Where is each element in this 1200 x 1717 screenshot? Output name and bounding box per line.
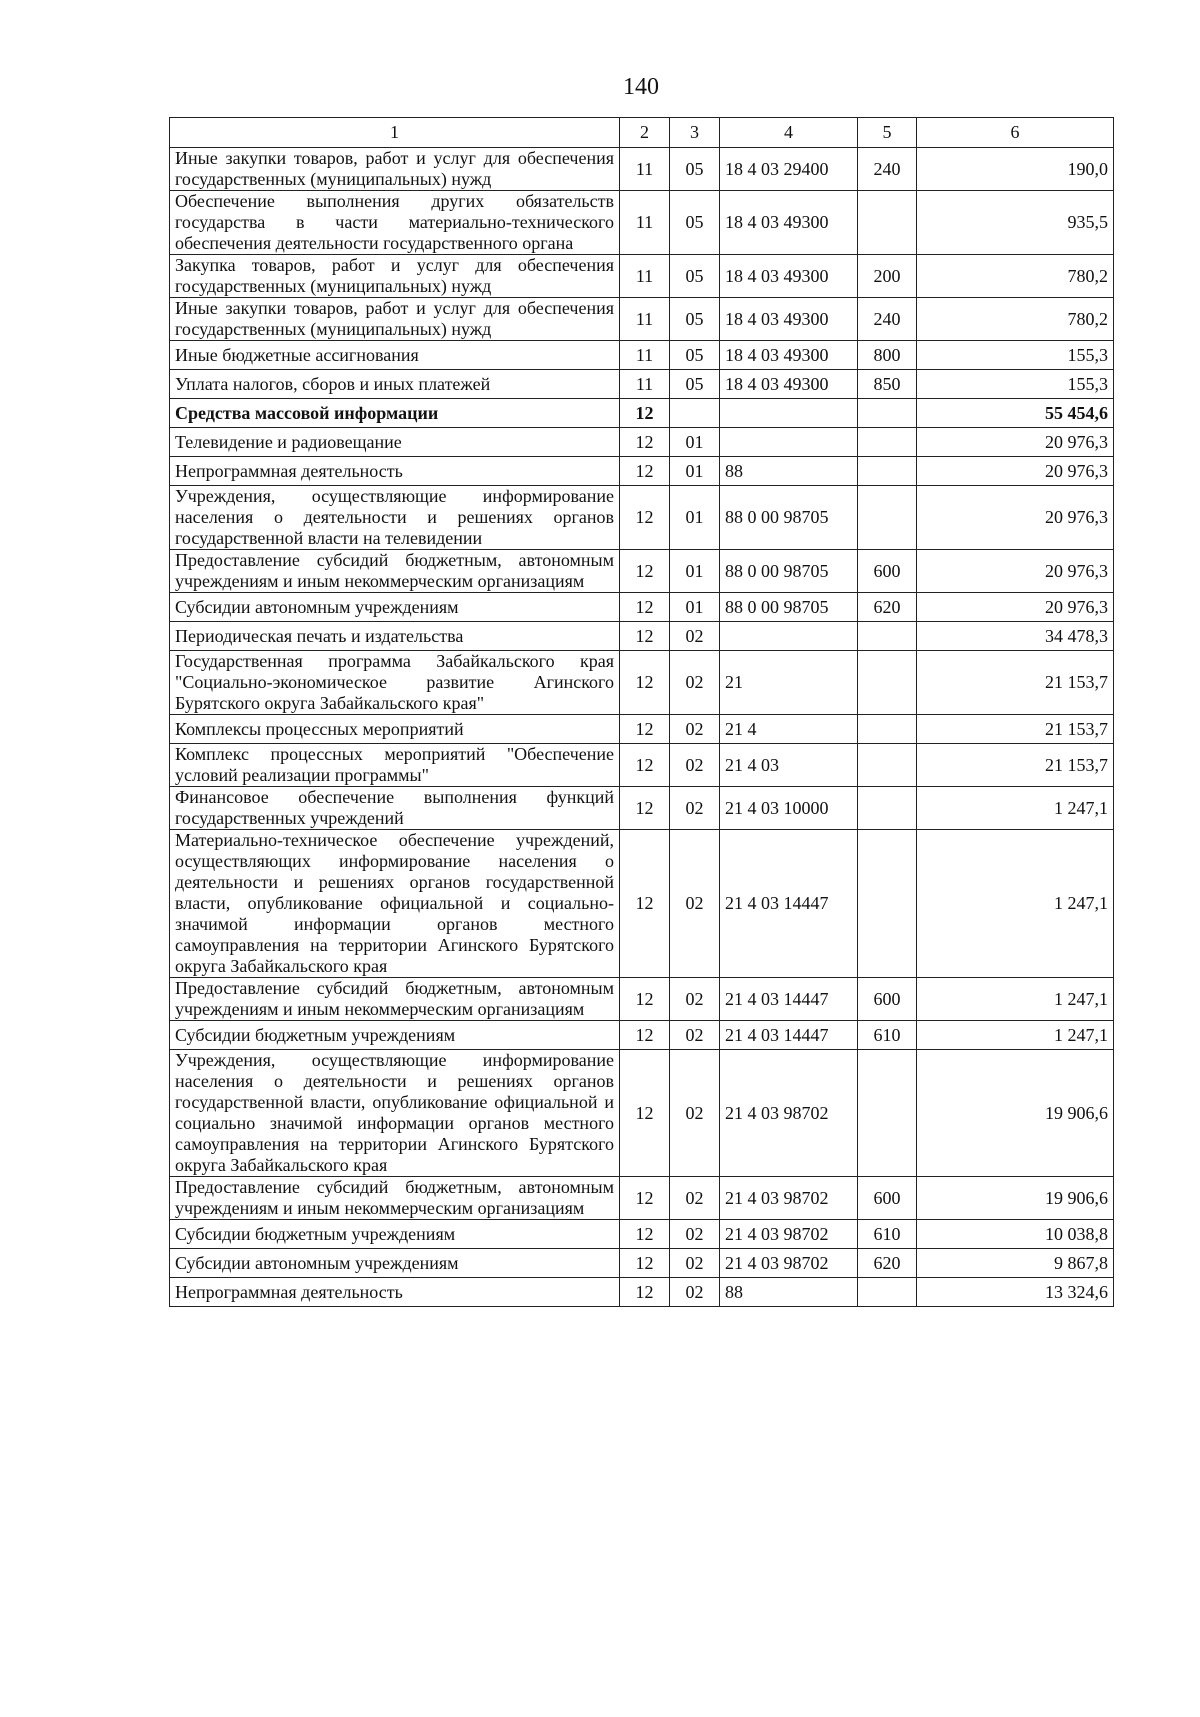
row-amount-cell: 10 038,8 <box>917 1220 1114 1249</box>
row-section-cell: 12 <box>620 622 670 651</box>
table-row <box>170 622 1114 651</box>
table-row <box>170 787 1114 830</box>
row-name-cell: Материально-техническое обеспечение учреждений, осуществляющих информирование населения о деятельности и решениях органов государственной власти, опубликование официальной и социально-значимой информации органов местного самоуправления на территории Агинского Бурятского округа Забайкальского края <box>170 830 620 978</box>
row-name-cell: Государственная программа Забайкальского края "Социально-экономическое развитие Агинского Бурятского округа Забайкальского края" <box>170 651 620 715</box>
row-amount-cell: 20 976,3 <box>917 457 1114 486</box>
row-section-cell: 12 <box>620 1021 670 1050</box>
row-name-cell: Иные закупки товаров, работ и услуг для обеспечения государственных (муниципальных) нужд <box>170 298 620 341</box>
table-row <box>170 1278 1114 1307</box>
table-row <box>170 593 1114 622</box>
row-expense-type-cell <box>858 191 917 255</box>
row-subsection-cell: 05 <box>670 191 720 255</box>
row-section-cell: 12 <box>620 787 670 830</box>
table-row <box>170 399 1114 428</box>
row-target-code-cell: 18 4 03 49300 <box>720 370 858 399</box>
table-row <box>170 978 1114 1021</box>
row-section-cell: 11 <box>620 148 670 191</box>
row-expense-type-cell <box>858 715 917 744</box>
row-amount-cell: 20 976,3 <box>917 593 1114 622</box>
row-section-cell: 12 <box>620 651 670 715</box>
row-expense-type-cell <box>858 1278 917 1307</box>
row-subsection-cell: 05 <box>670 255 720 298</box>
row-amount-cell: 21 153,7 <box>917 744 1114 787</box>
row-name-cell: Субсидии бюджетным учреждениям <box>170 1220 620 1249</box>
table-row <box>170 1021 1114 1050</box>
row-name-cell: Субсидии бюджетным учреждениям <box>170 1021 620 1050</box>
row-target-code-cell: 21 4 03 98702 <box>720 1220 858 1249</box>
row-expense-type-cell <box>858 428 917 457</box>
row-section-cell: 11 <box>620 255 670 298</box>
row-target-code-cell: 18 4 03 49300 <box>720 255 858 298</box>
table-row <box>170 191 1114 255</box>
row-section-cell: 12 <box>620 457 670 486</box>
row-expense-type-cell: 240 <box>858 298 917 341</box>
row-subsection-cell: 01 <box>670 486 720 550</box>
row-section-cell: 12 <box>620 1220 670 1249</box>
row-target-code-cell: 18 4 03 29400 <box>720 148 858 191</box>
row-expense-type-cell: 800 <box>858 341 917 370</box>
row-name-cell: Периодическая печать и издательства <box>170 622 620 651</box>
row-target-code-cell: 21 4 03 <box>720 744 858 787</box>
row-subsection-cell: 02 <box>670 1278 720 1307</box>
row-target-code-cell: 18 4 03 49300 <box>720 191 858 255</box>
table-row <box>170 457 1114 486</box>
budget-table <box>169 117 1114 1307</box>
row-target-code-cell: 21 4 03 98702 <box>720 1177 858 1220</box>
row-expense-type-cell <box>858 399 917 428</box>
row-expense-type-cell: 600 <box>858 550 917 593</box>
row-target-code-cell: 88 0 00 98705 <box>720 550 858 593</box>
row-expense-type-cell <box>858 830 917 978</box>
row-expense-type-cell: 600 <box>858 978 917 1021</box>
row-section-cell: 12 <box>620 593 670 622</box>
row-subsection-cell: 02 <box>670 622 720 651</box>
row-section-cell: 12 <box>620 978 670 1021</box>
row-amount-cell: 55 454,6 <box>917 399 1114 428</box>
row-target-code-cell: 21 4 03 98702 <box>720 1050 858 1177</box>
row-expense-type-cell: 200 <box>858 255 917 298</box>
table-row <box>170 341 1114 370</box>
row-target-code-cell: 18 4 03 49300 <box>720 341 858 370</box>
row-section-cell: 12 <box>620 550 670 593</box>
row-target-code-cell: 21 4 03 10000 <box>720 787 858 830</box>
row-expense-type-cell: 610 <box>858 1220 917 1249</box>
row-subsection-cell: 02 <box>670 1021 720 1050</box>
row-target-code-cell: 88 <box>720 457 858 486</box>
table-row <box>170 255 1114 298</box>
row-subsection-cell: 02 <box>670 715 720 744</box>
table-row <box>170 651 1114 715</box>
row-amount-cell: 190,0 <box>917 148 1114 191</box>
row-subsection-cell: 02 <box>670 978 720 1021</box>
row-subsection-cell: 02 <box>670 1249 720 1278</box>
row-amount-cell: 20 976,3 <box>917 550 1114 593</box>
row-expense-type-cell <box>858 651 917 715</box>
column-header: 2 <box>620 118 670 148</box>
row-target-code-cell: 21 4 03 98702 <box>720 1249 858 1278</box>
row-subsection-cell: 02 <box>670 1177 720 1220</box>
row-subsection-cell: 01 <box>670 428 720 457</box>
row-section-cell: 11 <box>620 341 670 370</box>
table-body <box>170 148 1114 1307</box>
row-name-cell: Комплексы процессных мероприятий <box>170 715 620 744</box>
row-target-code-cell: 18 4 03 49300 <box>720 298 858 341</box>
row-name-cell: Финансовое обеспечение выполнения функций государственных учреждений <box>170 787 620 830</box>
row-target-code-cell <box>720 428 858 457</box>
row-target-code-cell: 21 <box>720 651 858 715</box>
row-name-cell: Иные закупки товаров, работ и услуг для обеспечения государственных (муниципальных) нужд <box>170 148 620 191</box>
row-subsection-cell <box>670 399 720 428</box>
row-target-code-cell: 21 4 <box>720 715 858 744</box>
row-subsection-cell: 02 <box>670 830 720 978</box>
row-expense-type-cell: 850 <box>858 370 917 399</box>
row-subsection-cell: 02 <box>670 1220 720 1249</box>
row-target-code-cell <box>720 622 858 651</box>
row-amount-cell: 13 324,6 <box>917 1278 1114 1307</box>
row-target-code-cell: 21 4 03 14447 <box>720 978 858 1021</box>
row-section-cell: 12 <box>620 1050 670 1177</box>
row-name-cell: Телевидение и радиовещание <box>170 428 620 457</box>
row-name-cell: Обеспечение выполнения других обязательств государства в части материально-технического обеспечения деятельности государственного органа <box>170 191 620 255</box>
row-amount-cell: 34 478,3 <box>917 622 1114 651</box>
row-expense-type-cell <box>858 457 917 486</box>
table-row <box>170 550 1114 593</box>
row-name-cell: Предоставление субсидий бюджетным, автономным учреждениям и иным некоммерческим организациям <box>170 978 620 1021</box>
row-amount-cell: 19 906,6 <box>917 1177 1114 1220</box>
row-amount-cell: 20 976,3 <box>917 428 1114 457</box>
page-number: 140 <box>623 74 659 100</box>
row-section-cell: 11 <box>620 298 670 341</box>
row-amount-cell: 1 247,1 <box>917 1021 1114 1050</box>
table-row <box>170 1220 1114 1249</box>
row-section-cell: 12 <box>620 399 670 428</box>
table-row <box>170 428 1114 457</box>
row-target-code-cell <box>720 399 858 428</box>
row-amount-cell: 155,3 <box>917 341 1114 370</box>
table-row <box>170 298 1114 341</box>
row-name-cell: Непрограммная деятельность <box>170 457 620 486</box>
row-expense-type-cell: 240 <box>858 148 917 191</box>
table-row <box>170 370 1114 399</box>
row-name-cell: Учреждения, осуществляющие информирование населения о деятельности и решениях органов государственной власти, опубликование официальной и социально значимой информации органов местного самоуправления на территории Агинского Бурятского округа Забайкальского края <box>170 1050 620 1177</box>
row-name-cell: Непрограммная деятельность <box>170 1278 620 1307</box>
row-section-cell: 12 <box>620 830 670 978</box>
row-amount-cell: 155,3 <box>917 370 1114 399</box>
column-header: 6 <box>917 118 1114 148</box>
row-amount-cell: 935,5 <box>917 191 1114 255</box>
row-target-code-cell: 88 <box>720 1278 858 1307</box>
row-subsection-cell: 05 <box>670 341 720 370</box>
row-subsection-cell: 02 <box>670 1050 720 1177</box>
column-header: 1 <box>170 118 620 148</box>
row-section-cell: 12 <box>620 1177 670 1220</box>
row-expense-type-cell: 610 <box>858 1021 917 1050</box>
row-section-cell: 12 <box>620 744 670 787</box>
row-amount-cell: 20 976,3 <box>917 486 1114 550</box>
row-target-code-cell: 88 0 00 98705 <box>720 486 858 550</box>
row-section-cell: 11 <box>620 370 670 399</box>
row-expense-type-cell: 600 <box>858 1177 917 1220</box>
row-name-cell: Комплекс процессных мероприятий "Обеспечение условий реализации программы" <box>170 744 620 787</box>
row-name-cell: Субсидии автономным учреждениям <box>170 593 620 622</box>
row-subsection-cell: 05 <box>670 148 720 191</box>
row-section-cell: 12 <box>620 1278 670 1307</box>
table-row <box>170 1050 1114 1177</box>
row-subsection-cell: 01 <box>670 593 720 622</box>
row-amount-cell: 21 153,7 <box>917 715 1114 744</box>
row-name-cell: Субсидии автономным учреждениям <box>170 1249 620 1278</box>
row-subsection-cell: 05 <box>670 370 720 399</box>
row-subsection-cell: 05 <box>670 298 720 341</box>
table-row <box>170 744 1114 787</box>
table-row <box>170 148 1114 191</box>
row-section-cell: 12 <box>620 1249 670 1278</box>
row-target-code-cell: 21 4 03 14447 <box>720 830 858 978</box>
row-section-cell: 11 <box>620 191 670 255</box>
row-target-code-cell: 21 4 03 14447 <box>720 1021 858 1050</box>
table-row <box>170 1249 1114 1278</box>
row-amount-cell: 780,2 <box>917 255 1114 298</box>
row-expense-type-cell <box>858 787 917 830</box>
row-amount-cell: 780,2 <box>917 298 1114 341</box>
row-name-cell: Уплата налогов, сборов и иных платежей <box>170 370 620 399</box>
row-subsection-cell: 01 <box>670 457 720 486</box>
row-section-cell: 12 <box>620 715 670 744</box>
row-target-code-cell: 88 0 00 98705 <box>720 593 858 622</box>
column-header: 5 <box>858 118 917 148</box>
row-expense-type-cell <box>858 622 917 651</box>
row-name-cell: Предоставление субсидий бюджетным, автономным учреждениям и иным некоммерческим организациям <box>170 550 620 593</box>
row-expense-type-cell <box>858 486 917 550</box>
row-expense-type-cell: 620 <box>858 593 917 622</box>
row-expense-type-cell <box>858 1050 917 1177</box>
row-name-cell: Учреждения, осуществляющие информирование населения о деятельности и решениях органов государственной власти на телевидении <box>170 486 620 550</box>
row-subsection-cell: 01 <box>670 550 720 593</box>
table-row <box>170 1177 1114 1220</box>
table-header-row <box>170 118 1114 148</box>
row-subsection-cell: 02 <box>670 651 720 715</box>
row-section-cell: 12 <box>620 486 670 550</box>
row-name-cell: Закупка товаров, работ и услуг для обеспечения государственных (муниципальных) нужд <box>170 255 620 298</box>
column-header: 4 <box>720 118 858 148</box>
row-amount-cell: 1 247,1 <box>917 978 1114 1021</box>
column-header: 3 <box>670 118 720 148</box>
row-amount-cell: 9 867,8 <box>917 1249 1114 1278</box>
row-subsection-cell: 02 <box>670 787 720 830</box>
row-name-cell: Предоставление субсидий бюджетным, автономным учреждениям и иным некоммерческим организациям <box>170 1177 620 1220</box>
row-section-cell: 12 <box>620 428 670 457</box>
row-expense-type-cell <box>858 744 917 787</box>
row-amount-cell: 19 906,6 <box>917 1050 1114 1177</box>
row-amount-cell: 1 247,1 <box>917 830 1114 978</box>
row-name-cell: Средства массовой информации <box>170 399 620 428</box>
row-expense-type-cell: 620 <box>858 1249 917 1278</box>
table-row <box>170 486 1114 550</box>
row-amount-cell: 1 247,1 <box>917 787 1114 830</box>
row-amount-cell: 21 153,7 <box>917 651 1114 715</box>
row-subsection-cell: 02 <box>670 744 720 787</box>
table-row <box>170 715 1114 744</box>
table-row <box>170 830 1114 978</box>
row-name-cell: Иные бюджетные ассигнования <box>170 341 620 370</box>
